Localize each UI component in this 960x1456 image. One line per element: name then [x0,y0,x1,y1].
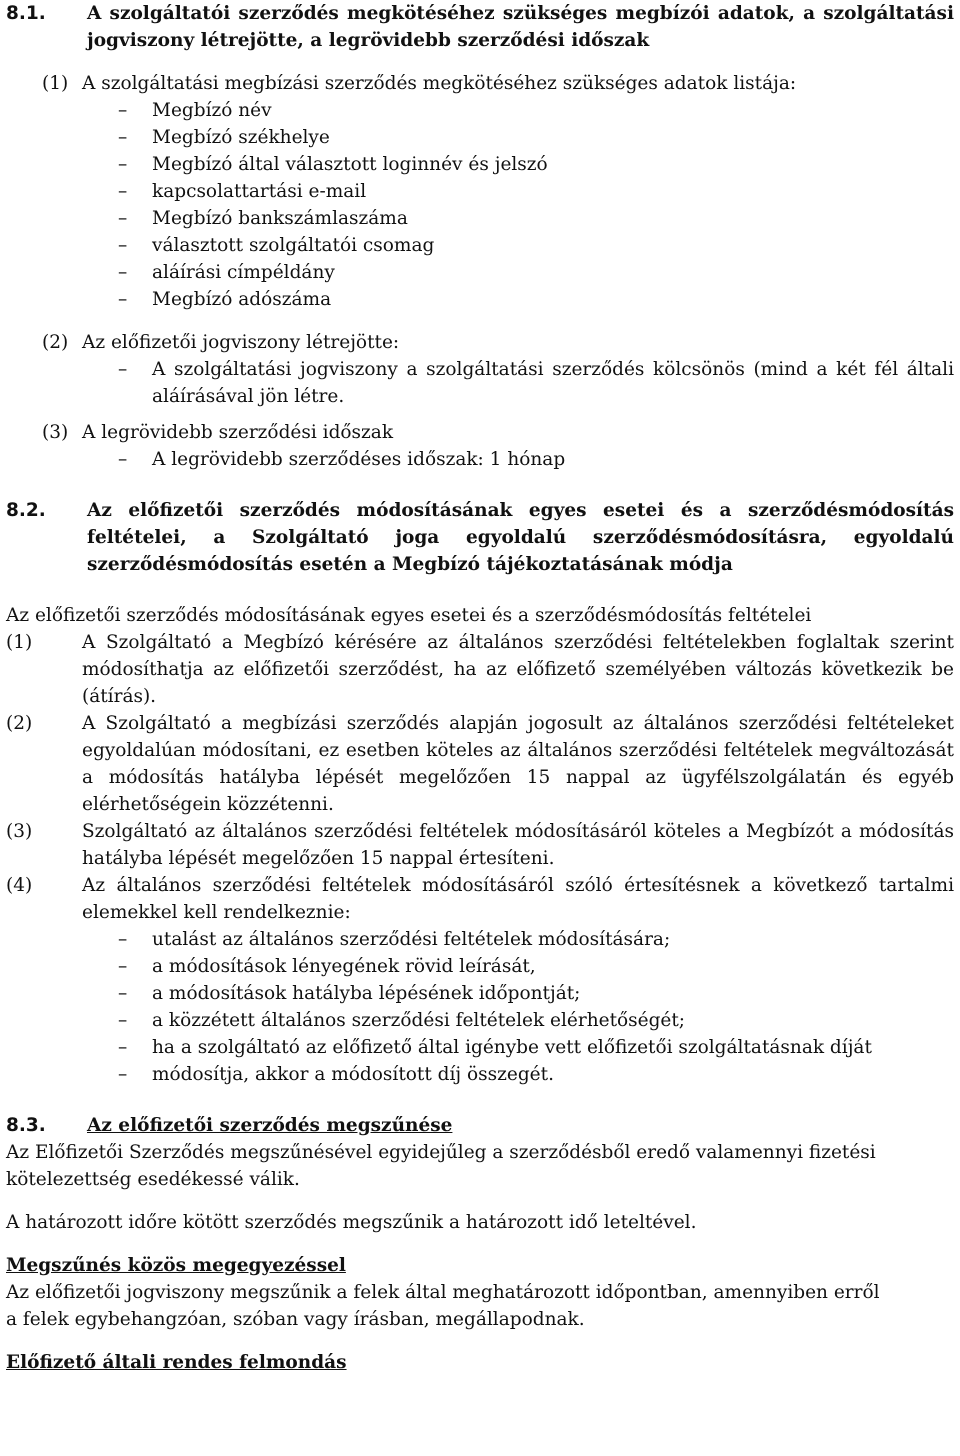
paragraph-3 [6,419,954,446]
numbered-paragraph [6,710,954,818]
list-item-text: Megbízó bankszámlaszáma [152,208,408,229]
section-8-1-heading [6,0,954,54]
dash-bullet: – [118,100,128,121]
paragraph-text: Az általános szerződési feltételek módosításáról szóló értesítésnek a következő tartalmi elemekkel kell rendelkeznie: [82,875,954,923]
notification-content-list [6,926,954,1088]
dash-bullet: – [118,1064,128,1085]
paragraph-text: Szolgáltató az általános szerződési feltételek módosításáról köteles a Megbízót a módosítás hatályba lépését megelőzően 15 nappal értesíteni. [82,821,954,869]
dash-bullet: – [118,359,128,380]
dash-bullet: – [118,1037,128,1058]
mutual-agreement-subheading: Megszűnés közös megegyezéssel [6,1255,346,1276]
numbered-paragraph [6,872,954,926]
paragraph-2 [6,329,954,356]
modification-paragraphs [6,629,954,926]
list-item-text: Megbízó által választott loginnév és jelszó [152,154,548,175]
list-item-text: A szolgáltatási jogviszony a szolgáltatási szerződés kölcsönös (mind a két fél általi aláírásával jön létre. [152,359,954,407]
paragraph-text: A legrövidebb szerződési időszak [82,422,394,443]
list-item [6,1061,954,1088]
section-8-2-heading [6,497,954,578]
list-item-text: a módosítások hatályba lépésének időpontját; [152,983,581,1004]
dash-bullet: – [118,983,128,1004]
list-item [6,446,954,473]
paragraph-1 [6,70,954,97]
paragraph-number: (2) [42,332,69,353]
list-item [6,97,954,124]
shortest-period-list [6,446,954,473]
list-item [6,259,954,286]
list-item-text: a közzétett általános szerződési feltételek elérhetőségét; [152,1010,686,1031]
list-item-text: utalást az általános szerződési feltételek módosítására; [152,929,671,950]
section-intro: Az előfizetői szerződés módosításának egyes esetei és a szerződésmódosítás feltételei [6,605,812,626]
paragraph-number: (3) [6,821,33,842]
subscriber-termination-subheading: Előfizető általi rendes felmondás [6,1352,347,1373]
numbered-paragraph [6,629,954,710]
list-item [6,232,954,259]
list-item-text: Megbízó székhelye [152,127,330,148]
list-item-text: ha a szolgáltató az előfizető által igénybe vett előfizetői szolgáltatásnak díját [152,1037,872,1058]
paragraph-text: Az előfizetői jogviszony létrejötte: [82,332,400,353]
list-item [6,1007,954,1034]
section-number: 8.1. [6,3,46,24]
paragraph-text: A szolgáltatási megbízási szerződés megkötéséhez szükséges adatok listája: [82,73,797,94]
list-item-text: kapcsolattartási e-mail [152,181,367,202]
dash-bullet: – [118,449,128,470]
list-item-text: a módosítások lényegének rövid leírását, [152,956,536,977]
dash-bullet: – [118,127,128,148]
list-item [6,178,954,205]
list-item [6,1034,954,1061]
list-item-text: A legrövidebb szerződéses időszak: 1 hónap [152,449,566,470]
list-item [6,980,954,1007]
dash-bullet: – [118,181,128,202]
dash-bullet: – [118,262,128,283]
list-item-text: módosítja, akkor a módosított díj összegét. [152,1064,554,1085]
dash-bullet: – [118,235,128,256]
dash-bullet: – [118,956,128,977]
section-number: 8.2. [6,500,46,521]
list-item [6,286,954,313]
termination-paragraph: Az Előfizetői Szerződés megszűnésével egyidejűleg a szerződésből eredő valamennyi fizetési kötelezettség esedékessé válik. [6,1142,876,1190]
paragraph-text: A Szolgáltató a Megbízó kérésére az általános szerződési feltételekben foglaltak szerint módosíthatja az előfizetői szerződést, ha az előfizető személyében változás következik be (átírás). [82,632,954,707]
paragraph-number: (1) [42,73,69,94]
list-item-text: választott szolgáltatói csomag [152,235,435,256]
section-8-3-heading [6,1112,954,1139]
dash-bullet: – [118,208,128,229]
list-item [6,953,954,980]
dash-bullet: – [118,929,128,950]
list-item [6,205,954,232]
list-item [6,356,954,410]
list-item [6,151,954,178]
required-data-list [6,97,954,313]
fixed-term-paragraph: A határozott időre kötött szerződés megszűnik a határozott idő leteltével. [6,1212,697,1233]
numbered-paragraph [6,818,954,872]
list-item [6,926,954,953]
relationship-list [6,356,954,410]
dash-bullet: – [118,1010,128,1031]
section-number: 8.3. [6,1115,46,1136]
dash-bullet: – [118,154,128,175]
paragraph-number: (2) [6,713,33,734]
paragraph-text: A Szolgáltató a megbízási szerződés alapján jogosult az általános szerződési feltételeket egyoldalúan módosítani, ez esetben köteles az általános szerződési feltételek megváltozását a módosítás hatályba lépését megelőzően 15 nappal az ügyfélszolgálatán és egyéb elérhetőségein közzétenni. [82,713,954,815]
list-item [6,124,954,151]
list-item-text: Megbízó név [152,100,272,121]
section-title: A szolgáltatói szerződés megkötéséhez szükséges megbízói adatok, a szolgáltatási jogviszony létrejötte, a legrövidebb szerződési időszak [87,3,954,51]
paragraph-number: (1) [6,632,33,653]
paragraph-number: (3) [42,422,69,443]
section-title: Az előfizetői szerződés módosításának egyes esetei és a szerződésmódosítás feltételei, a Szolgáltató joga egyoldalú szerződésmódosításra, egyoldalú szerződésmódosítás esetén a Megbízó tájékoztatásának módja [87,500,954,575]
mutual-agreement-paragraph: Az előfizetői jogviszony megszűnik a felek által meghatározott időpontban, amennyiben erről a felek egybehangzóan, szóban vagy írásban, megállapodnak. [6,1282,880,1330]
list-item-text: Megbízó adószáma [152,289,332,310]
section-title: Az előfizetői szerződés megszűnése [87,1115,453,1136]
paragraph-number: (4) [6,875,33,896]
dash-bullet: – [118,289,128,310]
list-item-text: aláírási címpéldány [152,262,335,283]
